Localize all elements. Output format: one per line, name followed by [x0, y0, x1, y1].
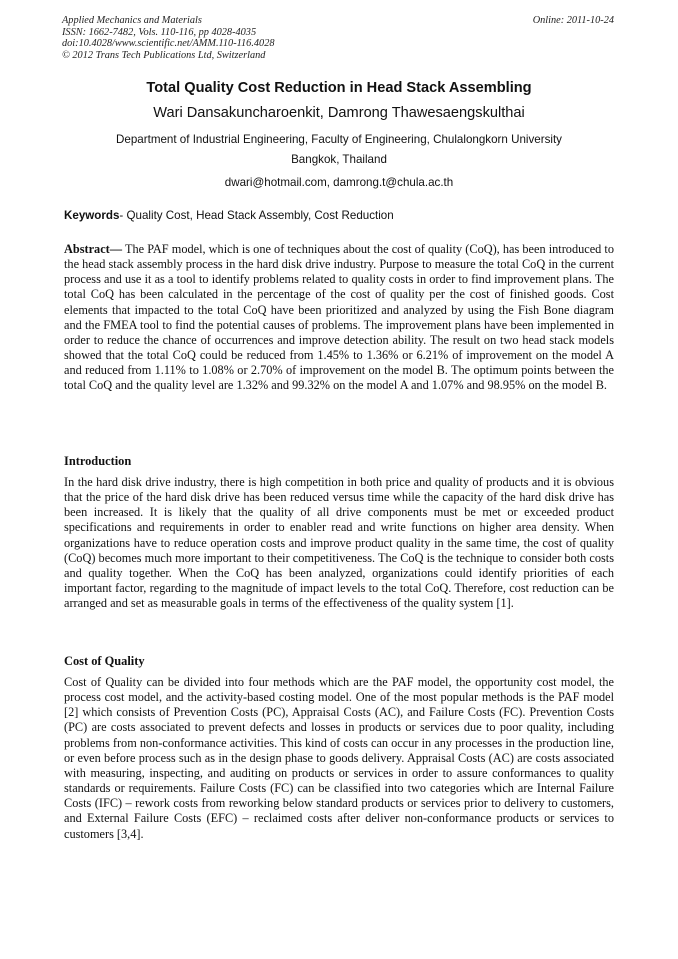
journal-name: Applied Mechanics and Materials [62, 15, 202, 26]
doi-line: doi:10.4028/www.scientific.net/AMM.110-116.4028 [62, 38, 275, 49]
paper-authors: Wari Dansakuncharoenkit, Damrong Thawesaengskulthai [153, 105, 525, 121]
keywords-label: Keywords [64, 209, 120, 222]
keywords-text: - Quality Cost, Head Stack Assembly, Cost Reduction [119, 209, 394, 222]
affiliation-emails: dwari@hotmail.com, damrong.t@chula.ac.th [224, 176, 454, 189]
paper-title: Total Quality Cost Reduction in Head Stack Assembling [146, 80, 532, 96]
cost-of-quality-heading: Cost of Quality [64, 654, 145, 668]
online-date: Online: 2011-10-24 [532, 15, 614, 26]
copyright-line: © 2012 Trans Tech Publications Ltd, Switzerland [62, 49, 266, 61]
introduction-heading: Introduction [64, 454, 132, 468]
affiliation-location: Bangkok, Thailand [291, 153, 387, 166]
abstract-label: Abstract— [64, 242, 123, 256]
issn-line: ISSN: 1662-7482, Vols. 110-116, pp 4028-4035 [62, 26, 257, 38]
cost-of-quality-paragraph: Cost of Quality can be divided into four methods which are the PAF model, the opportunity cost model, the process cost model, and the activity-based costing model. One of the most popular methods is the PAF model [2] which consists of Prevention Costs (PC), Appraisal Costs (AC), and Failure Costs (FC). Prevention Costs (PC) are costs associated to prevent defects and losses in products or services due to poor quality, including problems from non-conformance activities. This kind of costs can occur in any processes in the production line, or even before process such as in the design phase to goods delivery. Appraisal Costs (AC) are costs associated with measuring, inspecting, and auditing on products or services in order to assure conformances to quality standards or requirements. Failure Costs (FC) can be classified into two categories which are Internal Failure Costs (IFC) – rework costs from reworking below standard products or services prior to delivery to customers, and External Failure Costs (EFC) – reclaimed costs after deliver non-conformance products or services to customers [3,4]. [64, 675, 614, 841]
abstract-paragraph [64, 242, 614, 394]
introduction-paragraph: In the hard disk drive industry, there is high competition in both price and quality of products and it is obvious that the price of the hard disk drive has been reduced versus time while the capacity of the hard disk drive has been increased. It is likely that the quality of all drive components must be met or exceeded product specifications and requirements in order to enabler read and write functions on higher area density. When organizations have to reduce operation costs and improve product quality in the same time, the cost of quality (CoQ) becomes much more important to their competitiveness. The CoQ is the technique to consider both costs and quality together. When the CoQ has been analyzed, organizations could identify priorities of each important factor, regarding to the magnitude of impact levels to the total CoQ. Therefore, cost reduction can be arranged and set as measurable goals in terms of the effectiveness of the quality system [1]. [64, 475, 614, 611]
journal-header [62, 15, 614, 61]
affiliation-department: Department of Industrial Engineering, Faculty of Engineering, Chulalongkorn University [116, 133, 562, 146]
keywords-line [64, 209, 394, 222]
abstract-text: The PAF model, which is one of techniques about the cost of quality (CoQ), has been introduced to the head stack assembly process in the hard disk drive industry. Purpose to measure the total CoQ in the current process and use it as a tool to identify problems related to quality costs in order to find improvement plans. The total CoQ has been calculated in the percentage of the cost of quality per the cost of finished goods. Cost elements that impacted to the total CoQ have been prioritized and analyzed by using the Fish Bone diagram and the FMEA tool to find the potential causes of problems. The improvement plans have been implemented in order to reduce the chance of occurrences and improve detection ability. The result on two head stack models showed that the total CoQ could be reduced from 1.45% to 1.36% or 6.21% of improvement on the model A and reduced from 1.11% to 1.08% or 2.70% of improvement on the model B. The optimum points between the total CoQ and the quality level are 1.32% and 99.32% on the model A and 1.07% and 98.95% on the model B. [64, 242, 614, 393]
